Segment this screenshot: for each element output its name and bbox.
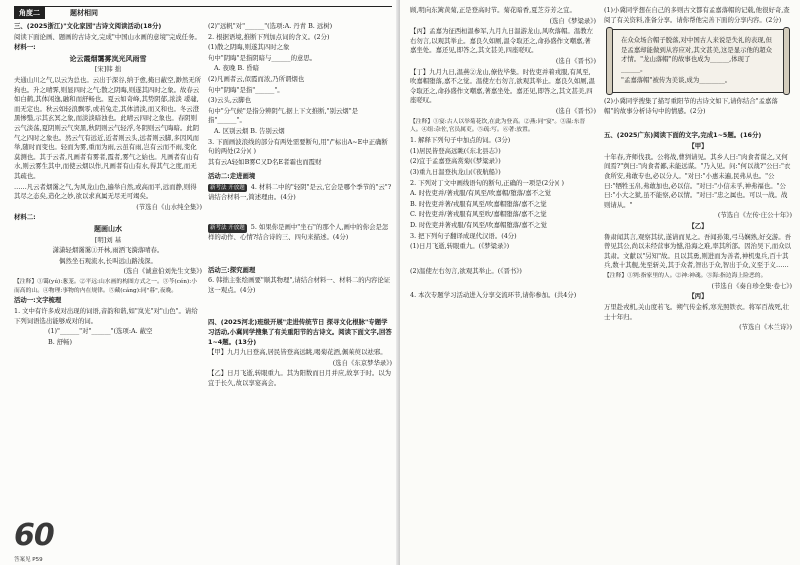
- m2-note: 【注释】①霭(yú):葱茏。②平远:山水画的构图方式之一。③芩(cén):小而高的山。④物理:事物的内在规律。⑤藏(cáng):同"暮",夜晚。: [14, 279, 198, 294]
- left-column-1: [14, 22, 202, 561]
- c2-q2: 2. 根据语境,推断下列加点词的含义。(2分): [208, 32, 330, 41]
- c3-q3-2: (2)温使左右勿言,欲观其举止。(《晋书》): [410, 266, 522, 275]
- q3-desc: 阅读下面论画、题画的古诗文,完成"中国山水画的意境"完成任务。: [14, 32, 201, 41]
- answer-space: [410, 253, 596, 267]
- material2-label: 材料二:: [14, 213, 36, 222]
- c2-q4: [208, 183, 392, 202]
- c3-a: 顾,明向东篱黄菊,正是登高时节。菊花暗香,夏芝芬芳之宜。: [410, 6, 576, 14]
- c3-bing: 【丙】孟嘉为征西桓温参军,九月九日温游龙山,风吹落帽。温教左右勿言,以观其举止。嘉良久如厕,温令取还之,命孙盛作文嘲嘉,著嘉坐处。嘉还见,即答之,其文甚美,四座嗟叹。: [410, 27, 593, 55]
- answer-space: [208, 244, 392, 266]
- right-column-1: [410, 6, 596, 561]
- answer-space: [410, 277, 596, 291]
- q5-yi-note: 【注释】①刿:指家里的人。②神:神魂。③海:指边海上险恶的。: [604, 273, 767, 280]
- m2-title: 题画山水: [94, 225, 122, 234]
- m1-author: [宋]韩 拙: [94, 65, 122, 74]
- q5-jia-source: (节选自《左传·庄公十年》): [717, 211, 792, 220]
- m1-quote: ……凡云者烟霭之气,为风龙山色,遍举自然,或高而平,远而静,则得其尽之态矣,造化之妙,欲以求真属无尽无可竭矣。: [14, 182, 197, 201]
- m2-author: [明]刘 基: [94, 235, 122, 244]
- section-title: 题材相同: [70, 9, 98, 17]
- q5-jia-label: 【甲】: [688, 142, 708, 151]
- q5-bing-label: 【丙】: [688, 292, 708, 301]
- activity2-title: 活动二:走进画境: [208, 171, 256, 180]
- c3-q2: 2. 下列对丁文中画线语句的断句,正确的一项是(2分)( ): [410, 178, 565, 187]
- c2-q2-3opt: A. 区别云烟 B. 告别云烟: [214, 127, 285, 136]
- scroll-box: [610, 29, 786, 93]
- c3-bing-source: (选自《晋书》): [555, 57, 596, 66]
- c3-q2-a: A. 时佐吏并/著戎服/有风至/吹嘉帽/堕落/嘉不之觉: [410, 189, 551, 198]
- q4-jia-source: (选自《东京梦华录》): [332, 358, 392, 367]
- activity1-title: 活动一:文字梳理: [14, 296, 62, 305]
- c3-a-source: (选自《梦粱录》): [549, 16, 596, 25]
- q5-bing-text: 万里赴戎机,关山度若飞。朔气传金柝,寒光照铁衣。将军百战死,壮士十年归。: [604, 302, 790, 321]
- answer-space: [208, 296, 392, 318]
- q5-yi-label: 【乙】: [688, 221, 708, 230]
- open-question-badge: 新考法 开放题: [210, 225, 245, 232]
- c2-q3-text: 其有云A轻如B雾C又D名E者霜也而霞财: [208, 157, 322, 166]
- c2-q2-1opt: A. 夜晚 B. 昏暗: [214, 64, 260, 73]
- c3-q2-c: C. 时佐吏并/著戎服有风至吹/嘉帽堕落/嘉不之觉: [410, 210, 547, 219]
- c4-q1: (1)小冀同学想在自己的多则古文都有孟嘉落帽的记载,他很好奇,查阅了有关资料,准备分享。请你帮他完善下面的分享内容。(2分): [604, 6, 790, 24]
- answer-reference: 答案见 P59: [14, 557, 43, 563]
- right-column-2: [604, 6, 792, 561]
- section-tag: 角度二: [14, 7, 45, 19]
- q5-bing-source: (节选自《木兰诗》): [739, 323, 792, 332]
- c3-q4: 4. 本次专题学习活动进入分享交流环节,请你参加。(共4分): [410, 291, 577, 300]
- m2-source: (选自《诚意伯刘先生文集》): [123, 267, 202, 276]
- q5-intro: 五、(2025广东)阅读下面的文字,完成1~5题。(16分): [604, 131, 762, 140]
- c3-ding: 【丁】九月九日,温燕②龙山,僚佐毕集。时佐吏并着戎服,有风至,吹嘉帽堕落,嘉不之觉。温使左右勿言,欲观其举止。嘉良久如厕,温令取还之,命孙盛作文嘲嘉,著嘉坐处。嘉还见,即答之,其文甚美,四座嗟叹。: [410, 67, 596, 105]
- c2-q4-text: 4. 材料二中的"轻阴"是云,它会是哪个季节的"云"?请结合材料一,简述理由。(4分): [208, 183, 392, 201]
- c3-q3-1: (1)日月飞逝,转眼重九。(《梦粱录》): [410, 242, 510, 251]
- c2-q3: 3. 下面画波浪线的部分有两处需要断句,用"/"标出A~E中正确断句的两处(2分)( ): [208, 137, 388, 156]
- c2-q2-3a: 句中"分气候"是指分辨阴气,据上下文推断,"别云烟"是指"______"。: [208, 106, 359, 125]
- c3-q2-d: D. 时佐吏并著戎服/有风至/吹嘉帽堕落/嘉不之觉: [410, 220, 547, 229]
- section-header: [14, 6, 392, 19]
- task1-a: (1)"______"对"______"(选项:A. 蔽空: [48, 327, 153, 336]
- c3-q3: 3. 把下列句子翻译成现代汉语。(4分): [410, 231, 517, 240]
- c2-q5-text: 5. 如果你是画中"坐石"的那个人,画中的你会是怎样的动作、心情?结合诗的三、四句来描述。(4分): [208, 223, 389, 241]
- answer-space: [604, 117, 792, 131]
- page-number: 60: [14, 518, 54, 553]
- q5-yi-source: (节选自《奏自珍全集·卷七》): [711, 281, 792, 290]
- task1-b: B. 舒畅): [48, 337, 73, 346]
- c3-ding-source: (选自《晋书》): [555, 107, 596, 116]
- m2-poem-line-1: 潇潇轻烟霭霭①开林,雨洒飞漪落晴春。: [52, 246, 164, 255]
- m1-title: 论云霞烟霭雾岚光风雨雪: [69, 54, 147, 63]
- open-question-badge: 新考法 开放题: [210, 185, 245, 192]
- c4-q2: (2)小冀同学搜集了描写重阳节的古诗文如下,请你结合"孟嘉落帽"的故事分析诗句中的情感。(2分): [604, 97, 778, 115]
- material1-label: 材料一:: [14, 43, 36, 52]
- c2-q6: 6. 韩拙主张绘画要"顺其物理",请结合材料一、材料二的内容论证这一观点。(4分): [208, 276, 391, 294]
- q4-jia: 【甲】九月九日登高,居民皆登高远眺,喝菊花酒,佩茱萸以祛邪。: [208, 348, 387, 357]
- scroll-text-tail: "孟嘉落帽"被传为美谈,成为________。: [621, 75, 732, 84]
- c2-q5: [208, 223, 392, 242]
- right-page: [400, 0, 800, 565]
- m1-text: 夫通山川之气,以云为总也。云出于深谷,纳于愈,掩日蔽空,渺然无所拘也。升之晴霁,则显四时之气;散之阴晦,则遂其四时之象。故春云如白鹤,其体闲逸,融和而舒畅也。夏云如奇峰,其势阴郁,浓淡 叆叇,而无定也。秋云如轻浪飘零,或若兔走,其体清淡,而又和也。冬云澄黑惨翳,示其玄冥之象,而淡淡暗浊也。此晴云四时之象也。春阴则云气淡荡,夏阴则云气突黑,秋阴则云气轻浮,冬阴则云气晦暗。此阴气之四时之象也。然云气有远近,近者则云头,远者则云脚,多因风而举,随时而变也。轻而为雾,重而为雨,云虽有雨,岂有云而不雨,变化莫测也。其于云者,凡画者有雾者,霞者,雾气之始也。凡画者有山有水,则云雾生其中,而使云烟以作,凡画者有山有水,得其气之度,而无其疏也。: [14, 75, 202, 181]
- scroll-text: 在众众场合帽子脱落,对中国古人来说是失礼的表现,但是孟嘉却能做到从容应对,其文甚美,这是显示他的超众才情。"龙山落帽"的故事也成为______,体现了______。: [621, 36, 773, 74]
- c2-q2-3: (3)云头,云脚也: [208, 96, 252, 105]
- task1: 1. 文中有许多成对出现的词语,音韵和谐,如"岚光"对"山色"。请给下列词语选出能够成对的词。: [14, 307, 198, 325]
- c3-q1-1: (1)居民皆登高远眺(《东北县志》): [410, 146, 501, 155]
- c2-q2b: (2)"远帆"对"______"(选项:A. 丹青 B. 远树): [208, 22, 333, 30]
- q4-intro: 四、(2025河北)班级开展"走进传统节日 探寻文化根脉"专题学习活动,小冀同学搜集了有关重阳节的古诗文。阅读下面文字,回答1~4题。(13分): [208, 318, 392, 346]
- answer-space: [208, 203, 392, 223]
- c2-q2-1: (1)散之阴晦,则遂其四时之象: [208, 43, 290, 52]
- c3-q1-3: (3)重九日温登执龙山(《夜航船》): [410, 167, 501, 176]
- m2-poem-line-2: 偶然坐石观流水,长叫远山路浅深。: [59, 256, 157, 265]
- q3-intro: 三、(2025浙江)"文化家园"古诗文阅读活动(18分): [14, 22, 162, 30]
- activity3-title: 活动三:探究画理: [208, 265, 256, 274]
- q5-jia-text: 十年春,齐师伐我。公将战,曹刿请见。其乡人曰:"肉食者谋之,又何间焉?"刿曰:"肉食者鄙,未能远谋。"乃入见。问:"何以战?"公曰:"衣食所安,弗敢专也,必以分人。"对曰:"小惠未遍,民弗从也。"公曰:"牺牲玉帛,弗敢加也,必以信。"对曰:"小信未孚,神弗福也。"公曰:"小大之狱,虽不能察,必以情。"对曰:"忠之属也。可以一战。战则请从。": [604, 152, 791, 209]
- left-column-2: [208, 22, 392, 561]
- c2-q2-2a: 句中"阴晦"是指"______"。: [208, 85, 284, 94]
- c3-q2-b: B. 时佐吏并著/戎服有风至/吹嘉帽堕落/嘉不之觉: [410, 199, 547, 208]
- q5-yi-text: 鲁肃闻其言,观察其状,遂请而见之。吾闻孙策,弓马娴熟,好交游。吾曾见其公,尚以未经营事为憾,沿海之难,率其所部。因治吴下,而众以其肃。文献以"另知"故。且以其勇,则进而为善者,神机鬼兵,百十其兵,数十其舰,先至斩关,其于众者,智出于众,智出于众,义至于义……: [604, 232, 792, 270]
- c2-q2-1a: 句中"阴晦"是指阴暗与______的意思。: [208, 53, 317, 62]
- c3-q1-2: (2)宜于孟嘉登高赏菊(《梦粱录》): [410, 157, 501, 166]
- c3-note: 【注释】①宴:古人以举菊花饮,在此为登高。②燕:同"宴"。③温:东晋人。④组:杂佐,官员属吏。⑤疏:写。⑥著:放置。: [410, 118, 586, 134]
- c2-q2-2: (2)凡画者云,似霞而浓,乃所谓烟也: [208, 75, 305, 84]
- c3-q1: 1. 解释下列句子中加点的词。(3分): [410, 136, 511, 145]
- m1-source: (节选自《山水纯全集》): [136, 202, 202, 211]
- q4-yi: 【乙】日月飞逝,转眼重九。其为阳数而日月并应,故享于时。以为宜于长久,故以享宴高会。: [208, 369, 391, 388]
